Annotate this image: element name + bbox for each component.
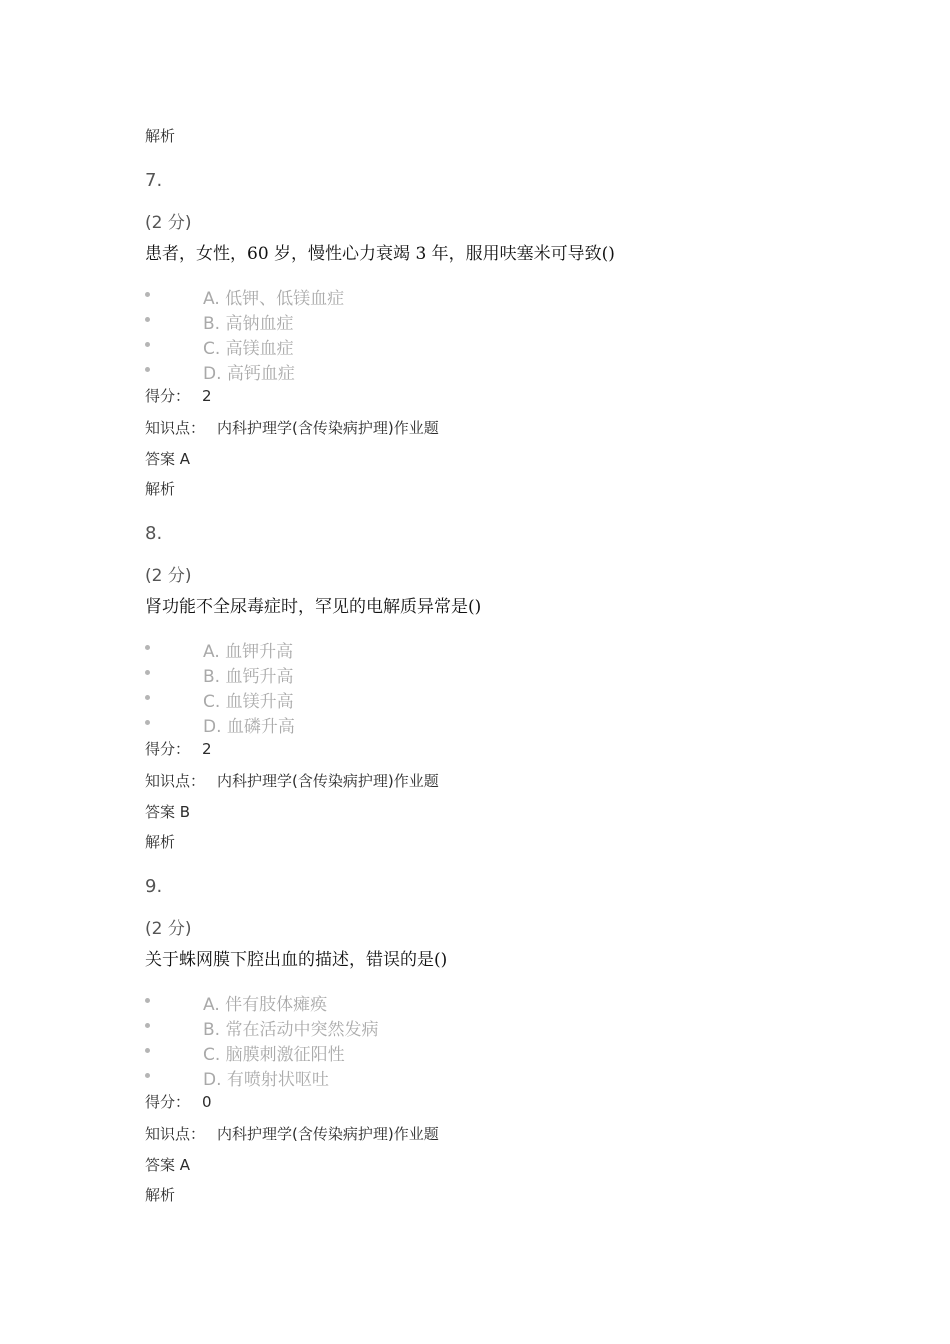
option-d[interactable]: D. 血磷升高	[145, 716, 545, 736]
option-c[interactable]: C. 高镁血症	[145, 338, 545, 358]
question-number: 9.	[145, 876, 163, 897]
score-value: 2	[202, 387, 212, 405]
score-row: 得分： 0	[145, 1093, 212, 1111]
question-points: (2 分)	[145, 919, 192, 939]
analysis-label: 解析	[145, 127, 176, 145]
bullet-icon	[145, 645, 150, 650]
bullet-icon	[145, 1048, 150, 1053]
score-value: 0	[202, 1093, 212, 1111]
knowledge-value: 内科护理学(含传染病护理)作业题	[217, 419, 439, 437]
score-row: 得分： 2	[145, 387, 212, 405]
analysis-label: 解析	[145, 480, 176, 498]
bullet-icon	[145, 695, 150, 700]
option-c[interactable]: C. 脑膜刺激征阳性	[145, 1044, 545, 1064]
bullet-icon	[145, 292, 150, 297]
bullet-icon	[145, 998, 150, 1003]
option-d[interactable]: D. 高钙血症	[145, 363, 545, 383]
question-stem: 关于蛛网膜下腔出血的描述，错误的是()	[145, 950, 448, 970]
answer-text: 答案 B	[145, 803, 191, 821]
option-d[interactable]: D. 有喷射状呕吐	[145, 1069, 545, 1089]
question-stem: 患者，女性，60 岁，慢性心力衰竭 3 年，服用呋塞米可导致()	[145, 244, 615, 264]
score-value: 2	[202, 740, 212, 758]
question-points: (2 分)	[145, 566, 192, 586]
option-a[interactable]: A. 血钾升高	[145, 641, 545, 661]
question-stem: 肾功能不全尿毒症时，罕见的电解质异常是()	[145, 597, 482, 617]
score-row: 得分： 2	[145, 740, 212, 758]
question-number: 8.	[145, 523, 163, 544]
bullet-icon	[145, 317, 150, 322]
bullet-icon	[145, 720, 150, 725]
option-b[interactable]: B. 血钙升高	[145, 666, 545, 686]
analysis-label: 解析	[145, 833, 176, 851]
knowledge-row: 知识点： 内科护理学(含传染病护理)作业题	[145, 419, 439, 437]
option-b[interactable]: B. 高钠血症	[145, 313, 545, 333]
bullet-icon	[145, 342, 150, 347]
answer-text: 答案 A	[145, 450, 191, 468]
option-a[interactable]: A. 伴有肢体瘫痪	[145, 994, 545, 1014]
knowledge-row: 知识点： 内科护理学(含传染病护理)作业题	[145, 772, 439, 790]
answer-text: 答案 A	[145, 1156, 191, 1174]
knowledge-value: 内科护理学(含传染病护理)作业题	[217, 772, 439, 790]
option-c[interactable]: C. 血镁升高	[145, 691, 545, 711]
question-number: 7.	[145, 170, 163, 191]
bullet-icon	[145, 367, 150, 372]
option-b[interactable]: B. 常在活动中突然发病	[145, 1019, 545, 1039]
option-a[interactable]: A. 低钾、低镁血症	[145, 288, 545, 308]
knowledge-row: 知识点： 内科护理学(含传染病护理)作业题	[145, 1125, 439, 1143]
question-points: (2 分)	[145, 213, 192, 233]
bullet-icon	[145, 1073, 150, 1078]
analysis-label: 解析	[145, 1186, 176, 1204]
knowledge-value: 内科护理学(含传染病护理)作业题	[217, 1125, 439, 1143]
bullet-icon	[145, 1023, 150, 1028]
bullet-icon	[145, 670, 150, 675]
